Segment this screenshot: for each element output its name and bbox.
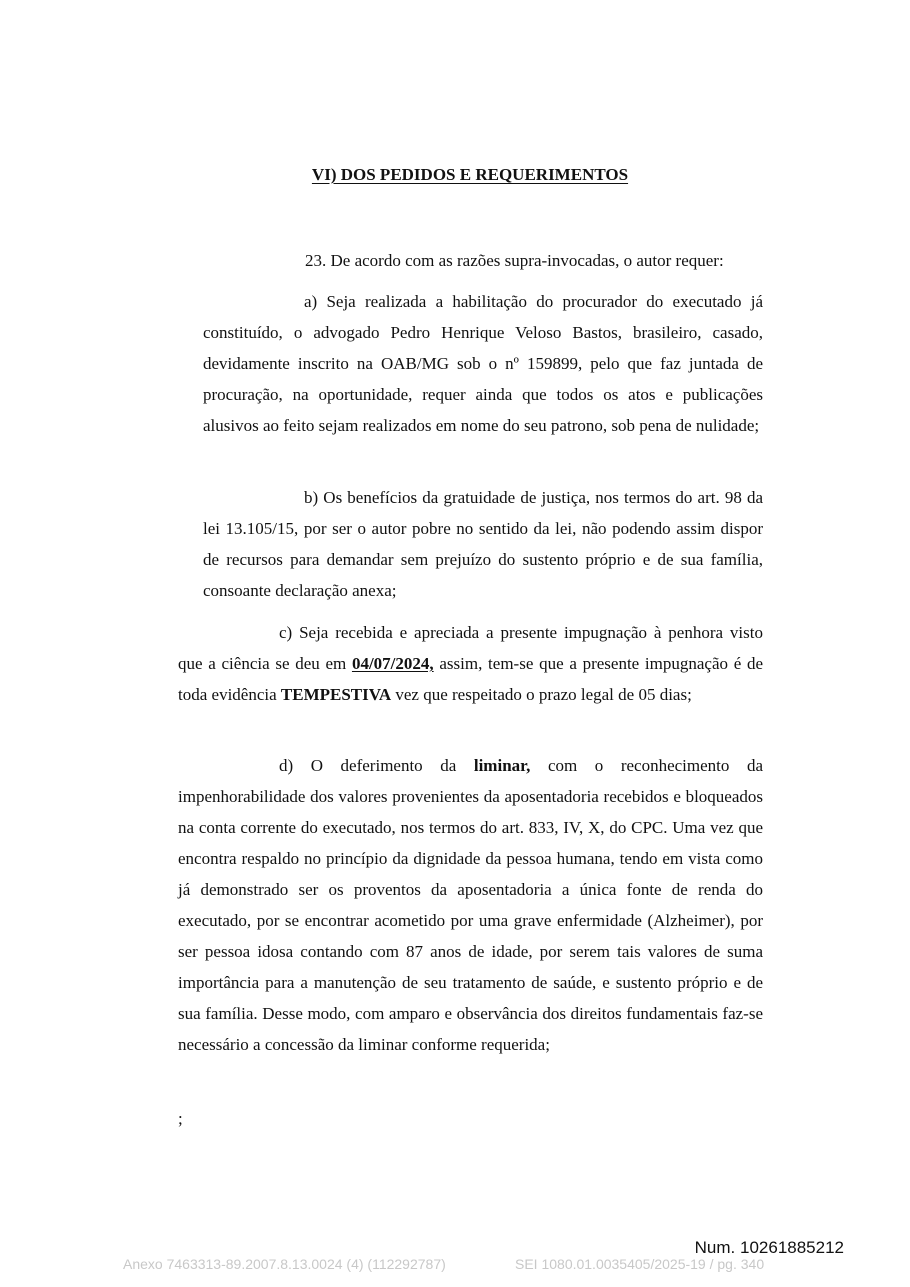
stray-semicolon: ; (178, 1109, 183, 1128)
tempestiva-emphasis: TEMPESTIVA (280, 685, 392, 704)
request-c (178, 617, 763, 710)
paragraph-23: 23. De acordo com as razões supra-invocadas, o autor requer: (305, 251, 724, 270)
section-heading: VI) DOS PEDIDOS E REQUERIMENTOS (311, 165, 629, 184)
request-d-text-1: d) O deferimento da (279, 756, 474, 775)
annex-reference: Anexo 7463313-89.2007.8.13.0024 (4) (112292787) (123, 1256, 446, 1272)
deadline-date: 04/07/2024, (351, 654, 434, 673)
request-b: b) Os benefícios da gratuidade de justiça, nos termos do art. 98 da lei 13.105/15, por ser o autor pobre no sentido da lei, não podendo assim dispor de recursos para demandar sem prejuízo do sustento próprio e de sua família, consoante declaração anexa; (203, 488, 763, 600)
document-number: Num. 10261885212 (694, 1238, 844, 1257)
request-a: a) Seja realizada a habilitação do procurador do executado já constituído, o advogado Pedro Henrique Veloso Bastos, brasileiro, casado, devidamente inscrito na OAB/MG sob o nº 159899, pelo que faz juntada de procuração, na oportunidade, requer ainda que todos os atos e publicações alusivos ao feito sejam realizados em nome do seu patrono, sob pena de nulidade; (203, 292, 763, 435)
request-c-text-1: c) Seja recebida e apreciada a presente impugnação à penhora visto que a ciência se deu em (178, 623, 763, 673)
request-d (178, 750, 763, 1060)
request-c-text-3: vez que respeitado o prazo legal de 05 dias; (391, 685, 692, 704)
request-d-text-2: com o reconhecimento da impenhorabilidade dos valores provenientes da aposentadoria recebidos e bloqueados na conta corrente do executado, nos termos do art. 833, IV, X, do CPC. Uma vez que encontra respaldo no princípio da dignidade da pessoa humana, tendo em vista como já demonstrado ser os proventos da aposentadoria a única fonte de renda do executado, por se encontrar acometido por uma grave enfermidade (Alzheimer), por ser pessoa idosa contando com 87 anos de idade, por serem tais valores de suma importância para a manutenção de seu tratamento de saúde, e sustento próprio e de sua família. Desse modo, com amparo e observância dos direitos fundamentais faz-se necessário a concessão da liminar conforme requerida; (178, 756, 763, 1054)
liminar-emphasis: liminar, (473, 756, 531, 775)
request-c-text-2: assim, tem-se que a presente impugnação é de toda evidência (178, 654, 764, 704)
sei-page-reference: SEI 1080.01.0035405/2025-19 / pg. 340 (515, 1256, 765, 1272)
